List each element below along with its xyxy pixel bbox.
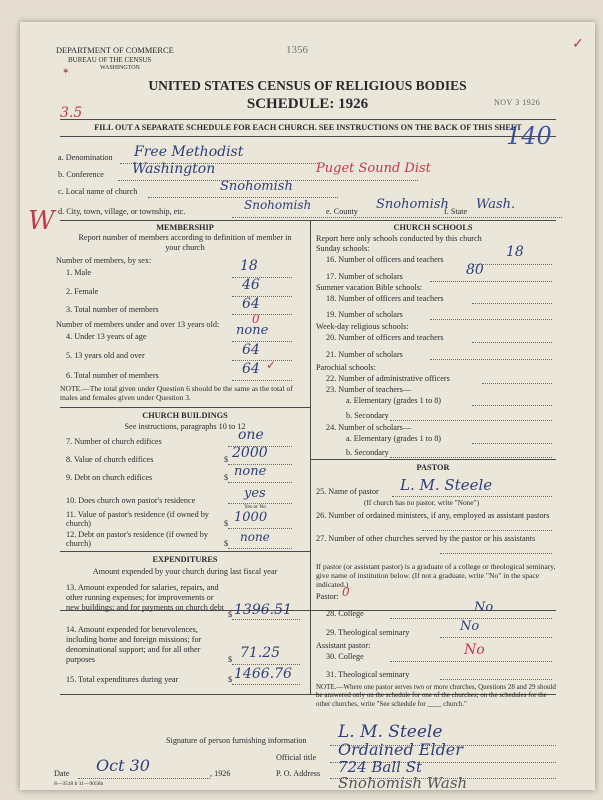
q14-dollar: $ (228, 655, 233, 664)
census-form-sheet (20, 22, 595, 790)
q6-value: 64 (242, 361, 260, 377)
q14-value: 71.25 (240, 645, 281, 661)
q12-value: none (240, 530, 270, 544)
print-code: 8—3518 b 11—9058h (54, 781, 104, 787)
q15-label: 15. Total expenditures during year (66, 675, 179, 684)
bureau-city: WASHINGTON (100, 65, 140, 71)
q25-note: (If church has no pastor, write "None") (364, 498, 480, 507)
schools-heading: CHURCH SCHOOLS (393, 223, 473, 232)
q24-label: 24. Number of scholars— (326, 423, 412, 432)
q28-label: 28. College (326, 609, 364, 618)
conference-value: Washington (132, 161, 216, 177)
q30-label: 30. College (326, 652, 364, 661)
age-red-mark: 0 (252, 312, 260, 326)
department-name: DEPARTMENT OF COMMERCE (56, 46, 174, 55)
q2-label: 2. Female (66, 287, 99, 296)
q4-value: none (236, 323, 269, 338)
denomination-value: Free Methodist (134, 144, 244, 160)
city-label: d. City, town, village, or township, etc. (58, 207, 186, 216)
age-heading: Number of members under and over 13 years old: (56, 320, 220, 329)
summer-schools-heading: Summer vacation Bible schools: (316, 283, 423, 292)
q5-label: 5. 13 years old and over (66, 351, 145, 360)
ref-mark: 3.5 (60, 105, 83, 121)
yes-no-hint: Yes or No (244, 504, 267, 510)
q22-label: 22. Number of administrative officers (326, 374, 450, 383)
q31-label: 31. Theological seminary (326, 670, 410, 679)
official-title-value: Ordained Elder (338, 740, 463, 759)
buildings-subheading: See instructions, paragraphs 10 to 12 (124, 422, 246, 431)
po-address-value: 724 Ball St (338, 758, 423, 776)
q23-label: 23. Number of teachers— (326, 385, 412, 394)
po-address-line2: Snohomish Wash (338, 774, 468, 790)
membership-note: NOTE.—The total given under Question 6 should be the same as the total of males and females given under Question 3. (60, 384, 293, 402)
membership-intro: Report number of members according to definition of member in your church (78, 233, 292, 252)
q26-label: 26. Number of ordained ministers, if any, employed as assistant pastors (316, 511, 550, 520)
q27-label: 27. Number of other churches served by the pastor or his assistants (316, 534, 536, 543)
pastor-red-mark: 0 (342, 585, 350, 599)
q8-value: 2000 (232, 445, 268, 461)
q15-value: 1466.76 (234, 666, 292, 682)
check-mark: ✓ (572, 37, 584, 52)
parochial-schools-heading: Parochial schools: (316, 363, 376, 372)
q17-label: 17. Number of scholars (326, 272, 403, 281)
membership-heading: MEMBERSHIP (156, 223, 214, 232)
q1-value: 18 (240, 258, 258, 274)
q3-label: 3. Total number of members (66, 305, 159, 314)
q28-value: No (474, 600, 494, 615)
q1-label: 1. Male (66, 268, 92, 277)
county-value: Snohomish (376, 197, 449, 212)
q14-label: 14. Amount expended for benevolences, including home and foreign missions; for denominational support; and for all other purposes (66, 625, 202, 664)
q7-value: one (238, 427, 264, 443)
date-label: Date (54, 769, 70, 778)
sunday-schools-heading: Sunday schools: (316, 244, 370, 253)
signature-value: L. M. Steele (338, 722, 443, 742)
q17-value: 80 (466, 262, 484, 278)
red-star-mark: ✶ (62, 66, 70, 76)
q30-value: No (464, 642, 485, 658)
pastor-subheading: Pastor: (316, 592, 339, 601)
bureau-name: BUREAU OF THE CENSUS (68, 56, 152, 64)
q11-dollar: $ (224, 519, 229, 528)
state-label: f. State (444, 207, 468, 216)
q9-dollar: $ (224, 473, 229, 482)
conference-red-note: Puget Sound Dist (316, 161, 431, 176)
q11-value: 1000 (234, 510, 268, 525)
q19-label: 19. Number of scholars (326, 310, 403, 319)
city-value: Snohomish (244, 198, 312, 212)
q24b-label: b. Secondary (346, 448, 389, 457)
state-value: Wash. (476, 197, 516, 212)
q7-label: 7. Number of church edifices (66, 437, 162, 446)
weekday-schools-heading: Week-day religious schools: (316, 322, 409, 331)
q12-dollar: $ (224, 539, 229, 548)
q9-value: none (234, 464, 267, 479)
q4-label: 4. Under 13 years of age (66, 332, 147, 341)
q6-label: 6. Total number of members (66, 371, 159, 380)
q5-value: 64 (242, 342, 260, 358)
q13-value: 1396.51 (234, 602, 292, 618)
q10-label: 10. Does church own pastor's residence (66, 496, 196, 505)
sex-heading: Number of members, by sex: (56, 256, 152, 265)
county-label: e. County (326, 207, 358, 216)
po-address-label: P. O. Address (276, 769, 321, 778)
q11-label: 11. Value of pastor's residence (if owned by church) (66, 510, 209, 528)
pastor-heading: PASTOR (416, 463, 450, 472)
graduate-note: If pastor (or assistant pastor) is a graduate of a college or theological seminary, give name of institution below. (If not a graduate, write "No" in the space indicated.) (316, 562, 556, 589)
q6-red-check: ✓ (266, 358, 277, 372)
date-value: Oct 30 (96, 756, 150, 775)
q16-value: 18 (506, 244, 524, 260)
local-name-label: c. Local name of church (58, 187, 138, 196)
buildings-heading: CHURCH BUILDINGS (142, 411, 228, 420)
q8-label: 8. Value of church edifices (66, 455, 154, 464)
q2-value: 46 (242, 277, 260, 293)
schools-intro: Report here only schools conducted by this church (316, 234, 482, 243)
q9-label: 9. Debt on church edifices (66, 473, 153, 482)
q23b-label: b. Secondary (346, 411, 389, 420)
schedule-title: SCHEDULE: 1926 (246, 96, 369, 112)
local-name-value: Snohomish (220, 179, 293, 194)
q25-value: L. M. Steele (400, 476, 493, 494)
q29-label: 29. Theological seminary (326, 628, 410, 637)
form-title: UNITED STATES CENSUS OF RELIGIOUS BODIES (148, 78, 467, 93)
assistant-pastor-subheading: Assistant pastor: (316, 641, 371, 650)
instruction-line: FILL OUT A SEPARATE SCHEDULE FOR EACH CHURCH. SEE INSTRUCTIONS ON THE BACK OF THIS SHEET (94, 123, 522, 132)
q8-dollar: $ (224, 455, 229, 464)
expenditures-heading: EXPENDITURES (152, 555, 218, 564)
official-title-label: Official title (276, 753, 317, 762)
expenditures-subheading: Amount expended by your church during last fiscal year (92, 567, 278, 576)
signature-label: Signature of person furnishing information (166, 736, 307, 745)
q29-value: No (460, 619, 480, 634)
red-w-mark: W (28, 206, 55, 236)
q23a-label: a. Elementary (grades 1 to 8) (346, 396, 442, 405)
received-stamp: NOV 3 1926 (494, 98, 541, 107)
q16-label: 16. Number of officers and teachers (326, 255, 444, 264)
q12-label: 12. Debt on pastor's residence (if owned by church) (66, 530, 208, 548)
denomination-label: a. Denomination (58, 153, 113, 162)
conference-label: b. Conference (58, 170, 104, 179)
q13-dollar: $ (228, 610, 233, 619)
q24a-label: a. Elementary (grades 1 to 8) (346, 434, 442, 443)
year-label: , 1926 (210, 769, 231, 778)
pastor-note: NOTE.—Where one pastor serves two or more churches, Questions 28 and 29 should be answered only on the schedule for one of the churches; on the schedules for the other churches, write "See schedule for ____ church." (316, 683, 556, 708)
q25-label: 25. Name of pastor (316, 487, 379, 496)
q20-label: 20. Number of officers and teachers (326, 333, 444, 342)
q21-label: 21. Number of scholars (326, 350, 403, 359)
form-number: 1356 (286, 44, 308, 56)
blue-number: 140 (506, 122, 552, 150)
q15-dollar: $ (228, 675, 233, 684)
q10-value: yes (244, 486, 266, 501)
q13-label: 13. Amount expended for salaries, repairs, and other running expenses; for improvements or new buildings; and for payments on church debt (66, 583, 225, 612)
q18-label: 18. Number of officers and teachers (326, 294, 444, 303)
q3-value: 64 (242, 296, 260, 312)
